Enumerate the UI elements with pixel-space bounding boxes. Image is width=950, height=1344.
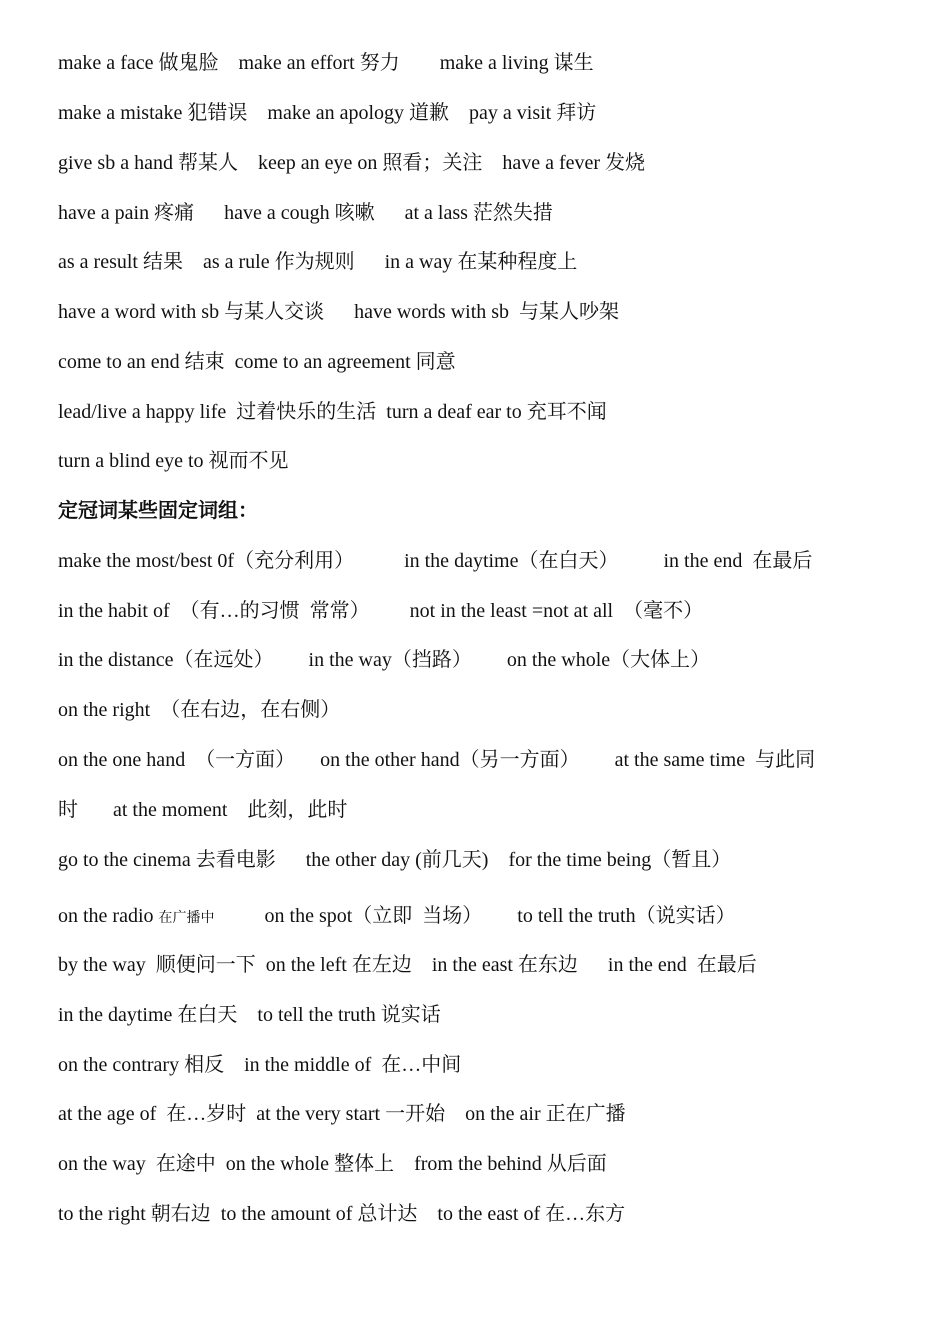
text-line: in the distance（在远处） in the way（挡路） on the whole（大体上） [58, 649, 711, 671]
text-line: in the habit of （有…的习惯 常常） not in the least =not at all （毫不） [58, 600, 704, 622]
text-line: on the way 在途中 on the whole 整体上 from the behind 从后面 [58, 1153, 607, 1175]
text-line: have a word with sb 与某人交谈 have words with sb 与某人吵架 [58, 301, 620, 323]
text-line: come to an end 结束 come to an agreement 同意 [58, 351, 456, 373]
text-line: on the right （在右边，在右侧） [58, 699, 341, 721]
section-heading: 定冠词某些固定词组： [58, 500, 258, 522]
text-line: make the most/best 0f（充分利用） in the daytime（在白天） in the end 在最后 [58, 550, 813, 572]
text-segment: on the radio [58, 905, 159, 927]
small-text-segment: 在广播中 [158, 911, 215, 926]
text-segment: on the spot（立即 当场） to tell the truth（说实话） [214, 905, 736, 927]
text-line: on the contrary 相反 in the middle of 在…中间 [58, 1054, 462, 1076]
text-line [58, 903, 736, 932]
text-line: have a pain 疼痛 have a cough 咳嗽 at a lass 茫然失措 [58, 202, 553, 224]
text-line: 时 at the moment 此刻，此时 [58, 799, 348, 821]
text-line: in the daytime 在白天 to tell the truth 说实话 [58, 1004, 441, 1026]
text-line: by the way 顺便问一下 on the left 在左边 in the east 在东边 in the end 在最后 [58, 954, 757, 976]
text-line: as a result 结果 as a rule 作为规则 in a way 在某种程度上 [58, 251, 578, 273]
text-line: to the right 朝右边 to the amount of 总计达 to the east of 在…东方 [58, 1203, 626, 1225]
text-line: make a mistake 犯错误 make an apology 道歉 pay a visit 拜访 [58, 102, 597, 124]
text-line: lead/live a happy life 过着快乐的生活 turn a deaf ear to 充耳不闻 [58, 401, 607, 423]
text-line: at the age of 在…岁时 at the very start 一开始 on the air 正在广播 [58, 1103, 626, 1125]
text-line: give sb a hand 帮某人 keep an eye on 照看；关注 have a fever 发烧 [58, 152, 646, 174]
text-line: on the one hand （一方面） on the other hand（另一方面） at the same time 与此同 [58, 749, 816, 771]
text-line: make a face 做鬼脸 make an effort 努力 make a living 谋生 [58, 52, 594, 74]
text-line: turn a blind eye to 视而不见 [58, 450, 289, 472]
text-line: go to the cinema 去看电影 the other day (前几天) for the time being（暂且） [58, 849, 732, 871]
